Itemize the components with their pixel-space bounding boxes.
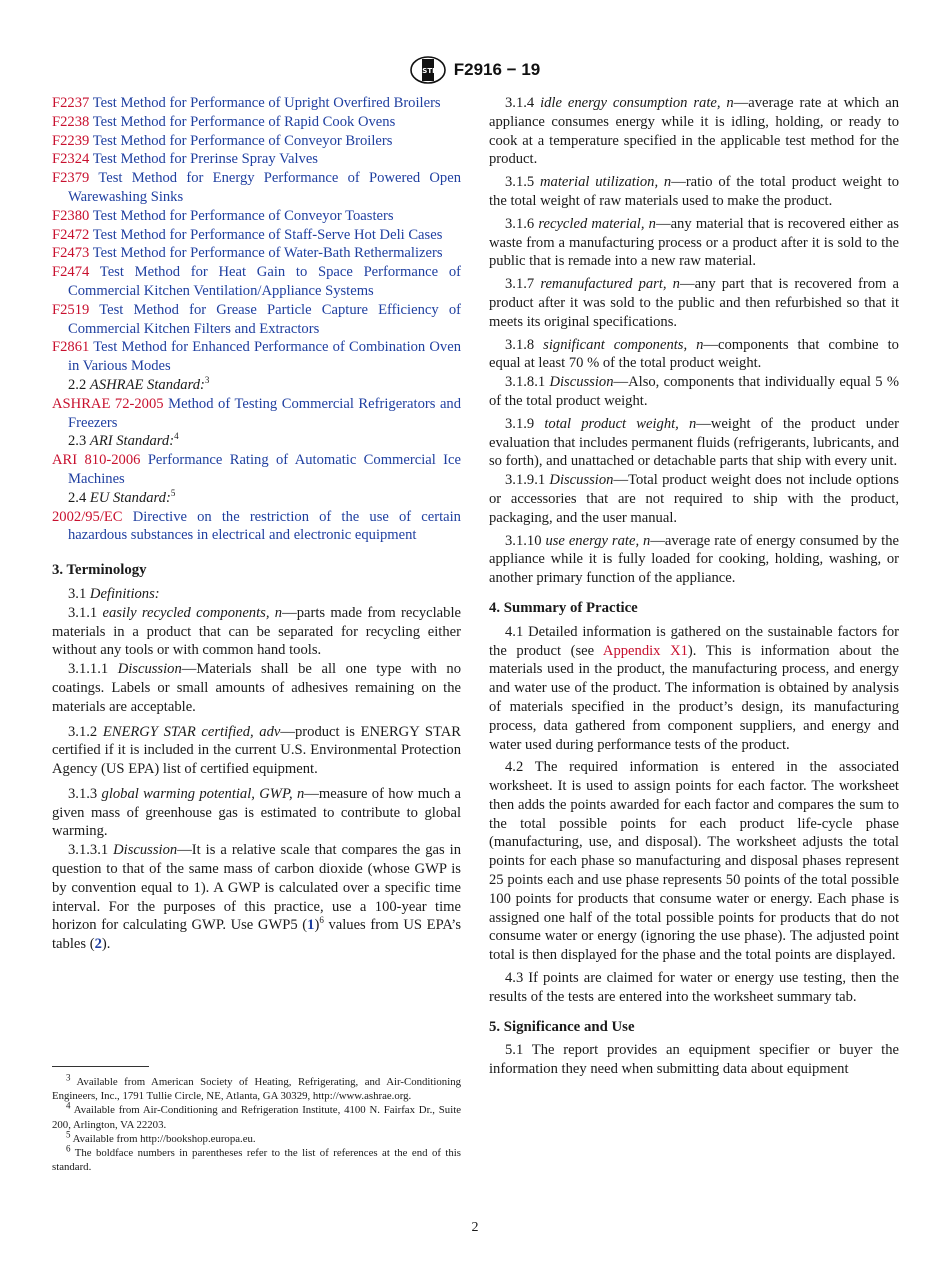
footnote-text: Available from American Society of Heating, Refrigerating, and Air-Conditioning Engineers, Inc., 1791 Tullie Circle, NE, Atlanta, GA 30329, http://www.ashrae.org. <box>52 1076 461 1103</box>
footnote-text: The boldface numbers in parentheses refer to the list of references at the end of this standard. <box>52 1147 461 1174</box>
reference-code[interactable]: F2239 <box>52 132 90 149</box>
reference-code[interactable]: F2861 <box>52 339 90 356</box>
reference-code[interactable]: F2324 <box>52 151 90 168</box>
reference-code[interactable]: F2380 <box>52 207 90 224</box>
astm-logo-icon <box>410 56 446 84</box>
section-4-heading: 4. Summary of Practice <box>489 599 638 616</box>
footnote <box>52 1100 461 1131</box>
page-header <box>0 56 950 84</box>
para-4-3: 4.3 If points are claimed for water or energy use testing, then the results of the tests are entered into the worksheet summary tab. <box>489 970 899 1005</box>
reference-item[interactable] <box>52 244 461 263</box>
para-3-1-1: 3.1.1 easily recycled components, n—parts made from recyclable materials in a product that can be separated for recycling either without any tools or with common hand tools. <box>52 604 461 659</box>
reference-title[interactable]: Test Method for Performance of Staff-Serve Hot Deli Cases <box>92 226 443 243</box>
appendix-x1-link[interactable]: Appendix X1 <box>602 642 688 659</box>
para-3-1-5: 3.1.5 material utilization, n—ratio of the total product weight to the total weight of raw materials used to make the product. <box>489 174 899 209</box>
reference-title[interactable]: Test Method for Heat Gain to Space Performance of Commercial Kitchen Ventilation/Appliance Systems <box>68 264 462 299</box>
section-5-heading: 5. Significance and Use <box>489 1018 635 1035</box>
reference-item[interactable] <box>52 150 461 169</box>
footnote <box>52 1129 461 1146</box>
section-2-3: 2.3 ARI Standard:$^4$ <box>68 431 179 450</box>
footnote-text: Available from http://bookshop.europa.eu. <box>72 1132 256 1145</box>
citation-2[interactable]: 2 <box>94 936 102 953</box>
reference-item[interactable] <box>52 132 461 151</box>
footnote-mark: 5 <box>66 1129 71 1140</box>
reference-title[interactable]: Test Method for Performance of Upright Overfired Broilers <box>92 95 441 111</box>
reference-title[interactable]: Test Method for Grease Particle Capture Efficiency of Commercial Kitchen Filters and Extractors <box>68 301 461 337</box>
para-3-1-8: 3.1.8 significant components, n—components that combine to equal at least 70 % of the total product weight. <box>489 336 899 372</box>
reference-item[interactable] <box>52 301 461 339</box>
para-3-1-3-1: 3.1.3.1 Discussion—It is a relative scale that compares the gas in question to that of the same mass of carbon dioxide (whose GWP is by convention equal to 1). A GWP is calculated over a specific time interval. For the purposes of this practice, use a 100-year time horizon for calculating GWP. Use GWP5 $(1)^6$ values from US EPA’s tables (2). <box>52 842 461 953</box>
reference-ashrae[interactable]: ASHRAE 72-2005 Method of Testing Commercial Refrigerators and Freezers <box>52 395 462 431</box>
reference-item[interactable] <box>52 207 461 226</box>
footnote-mark: 3 <box>66 1072 71 1083</box>
reference-item[interactable] <box>52 94 461 113</box>
reference-title[interactable]: Test Method for Enhanced Performance of Combination Oven in Various Modes <box>68 339 461 375</box>
reference-code[interactable]: F2472 <box>52 226 90 243</box>
reference-title[interactable]: Test Method for Performance of Rapid Cook Ovens <box>92 113 396 130</box>
reference-eu[interactable]: 2002/95/EC Directive on the restriction of the use of certain hazardous substances in electrical and electronic equipment <box>52 508 461 544</box>
section-2-4: 2.4 EU Standard:$^5$ <box>68 487 176 506</box>
reference-code[interactable]: F2519 <box>52 301 90 318</box>
reference-code[interactable]: F2474 <box>52 264 90 281</box>
para-3-1-6: 3.1.6 recycled material, n—any material that is recovered either as waste from a manufacturing process or a product after it is sold to the public that is remade into a new raw material. <box>489 215 899 270</box>
footnote-divider <box>52 1066 149 1067</box>
citation-1[interactable]: 1 <box>307 917 315 934</box>
reference-title[interactable]: Test Method for Performance of Conveyor Broilers <box>92 132 393 149</box>
reference-item[interactable] <box>52 338 461 376</box>
footnote <box>52 1072 461 1103</box>
para-3-1-7: 3.1.7 remanufactured part, n—any part that is recovered from a product after it was sold to the public and then refurbished so that it meets its original specifications. <box>489 276 899 330</box>
reference-title[interactable]: Test Method for Performance of Water-Bath Rethermalizers <box>92 245 443 262</box>
reference-item[interactable] <box>52 169 461 207</box>
section-2-2: 2.2 ASHRAE Standard:$^3$ <box>68 375 210 393</box>
para-5-1: 5.1 The report provides an equipment specifier or buyer the information they need when submitting data about equipment <box>489 1042 899 1078</box>
reference-code[interactable]: F2238 <box>52 113 90 130</box>
reference-title[interactable]: Test Method for Performance of Conveyor Toasters <box>92 207 394 224</box>
reference-code[interactable]: F2473 <box>52 245 90 262</box>
reference-title[interactable]: Test Method for Energy Performance of Powered Open Warewashing Sinks <box>68 170 461 205</box>
para-3-1-2: 3.1.2 ENERGY STAR certified, adv—product is ENERGY STAR certified if it is included in the current U.S. Environmental Protection Agency (US EPA) list of certified equipment. <box>52 723 461 778</box>
para-3-1-10: 3.1.10 use energy rate, n—average rate of energy consumed by the appliance while it is fully loaded for cooking, holding, washing, or another primary function of the appliance. <box>489 532 899 587</box>
para-4-2: 4.2 The required information is entered in the associated worksheet. It is used to assign points for each factor. The worksheet then adds the points awarded for each factor and compares the sum to the total possible points for each product life-cycle phase (manufacturing, use, and disposal). The worksheet adjusts the total points for each phase so manufacturing and disposal phases represent 25 points each and use phase represents 50 points of the total possible 100 points for products that consume water or energy. Each phase is assigned one half of the total possible points for products that do not consume water or energy (ignoring the use phase). The adjusted point total is then displayed for the phase and the total points are displayed. <box>489 759 899 964</box>
section-3-heading: 3. Terminology <box>52 562 147 579</box>
para-3-1-9-1: 3.1.9.1 Discussion—Total product weight does not include options or accessories that are not required to ship with the product, packaging, and the user manual. <box>489 472 899 526</box>
right-column <box>489 94 899 1079</box>
document-number: F2916 − 19 <box>453 60 541 79</box>
reference-code[interactable]: F2379 <box>52 170 90 187</box>
para-3-1-9: 3.1.9 total product weight, n—weight of the product under evaluation that includes permanent fluids (refrigerants, lubricants, and so forth), and unattached or detachable parts that ship with every unit. <box>489 415 899 470</box>
reference-item[interactable] <box>52 263 461 301</box>
para-3-1: 3.1 Definitions: <box>68 585 160 602</box>
reference-title[interactable]: Test Method for Prerinse Spray Valves <box>92 151 318 168</box>
footnote-text: Available from Air-Conditioning and Refrigeration Institute, 4100 N. Fairfax Dr., Suite 200, Arlington, VA 22203. <box>52 1104 461 1131</box>
reference-item[interactable] <box>52 113 461 132</box>
footnote-mark: 4 <box>66 1100 71 1111</box>
para-4-1: 4.1 Detailed information is gathered on the sustainable factors for the product (see Appendix X1). This is information about the materials used in the product, the manufacturing process, and energy and water use of the product. The information is obtained by analysis of materials specified in the product’s design, its manufacturing process, data gathered from component suppliers, and energy and water used during performance tests of the product. <box>489 623 899 753</box>
reference-item[interactable] <box>52 226 461 245</box>
reference-code[interactable]: F2237 <box>52 95 90 111</box>
footnote <box>52 1143 461 1174</box>
para-3-1-3: 3.1.3 global warming potential, GWP, n—measure of how much a given mass of greenhouse gas is estimated to contribute to global warming. <box>52 785 461 840</box>
reference-ari[interactable]: ARI 810-2006 Performance Rating of Automatic Commercial Ice Machines <box>52 452 461 487</box>
para-3-1-8-1: 3.1.8.1 Discussion—Also, components that individually equal 5 % of the total product weight. <box>489 374 900 409</box>
page-number: 2 <box>471 1220 479 1235</box>
footnotes <box>52 1072 461 1174</box>
svg-text:ASTM: ASTM <box>416 67 439 75</box>
footnote-mark: 6 <box>66 1143 71 1154</box>
left-column <box>52 94 461 954</box>
f-reference-list <box>52 94 461 376</box>
para-3-1-1-1: 3.1.1.1 Discussion—Materials shall be all one type with no coatings. Labels or small amounts of adhesives remaining on the materials are acceptable. <box>52 661 461 715</box>
para-3-1-4: 3.1.4 idle energy consumption rate, n—average rate at which an appliance consumes energy while it is idling, holding, or ready to cook at a temperature specified in the applicable test method for the product. <box>489 95 899 168</box>
